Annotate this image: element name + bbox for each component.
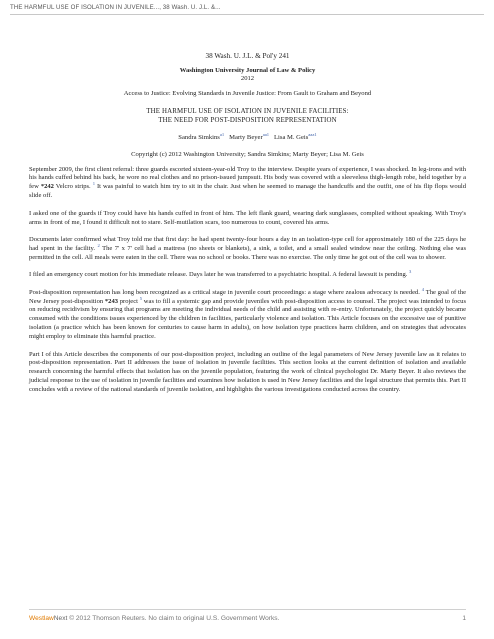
paragraph-text: was to fill a systemic gap and provide juveniles with post-disposition access to counsel. The project was intended to focus on reducing recidivism by ensuring that programs are meeting the individual needs of the child and assisting with re-entry. Unfortunately, the project quickly became consumed with the conditions issues experienced by the children in facilities, particularly violence and isolation. This Article focuses on the excessive use of punitive isolation (a practice which has been known for centuries to cause harm in adults), on how isolation type practices harm children, and on strategies that advocates might employ to eliminate this harmful practice. xyxy=(29,297,466,341)
paragraph-text: The 7' x 7' cell had a mattress (no sheets or blankets), a sink, a toilet, and a small sealed window near the ceiling. Nothing else was permitted in the cell. All meals were eaten in the cell. There was no school or books. There was no exercise. The only time he got out of the cell was to shower. xyxy=(29,244,466,261)
paragraph-text: I filed an emergency court motion for his immediate release. Days later he was transferred to a psychiatric hospital. A federal lawsuit is pending. xyxy=(29,271,408,279)
next-logo-text: Next xyxy=(53,615,68,622)
paragraph-text: project xyxy=(117,297,138,305)
paragraph-text: It was painful to watch him try to sit in the chair. Just when he seemed to manage the handcuffs and the outfit, one of his flip flops would slide off. xyxy=(29,183,467,200)
footnote-link[interactable]: 3 xyxy=(409,269,412,275)
author-list xyxy=(29,131,466,143)
copyright-notice: Copyright (c) 2012 Washington University; Sandra Simkins; Marty Beyer; Lisa M. Geis xyxy=(131,150,364,158)
author-footnote-link[interactable]: aaa1 xyxy=(308,131,317,137)
page-number: 1 xyxy=(462,615,466,622)
journal-name: Washington University Journal of Law & Policy xyxy=(179,66,316,74)
footnote-link[interactable]: 5 xyxy=(139,295,143,301)
paragraph-text: Velcro strips. xyxy=(53,183,91,191)
footnote-link[interactable]: 4 xyxy=(421,286,425,292)
paragraph-text: Documents later confirmed what Troy told me that first day: he had spent twenty-four hours a day in an isolation-type cell for approximately 180 of the 225 days he had spent in the facility. xyxy=(29,235,466,252)
paragraph-text: September 2009, the first client referral: three guards escorted sixteen-year-old Troy to the interview. Despite years of experience, I was shocked. In leg-irons and with his hands cuffed behind his back, he wore no real clothes and no prison-issued jumpsuit. His body was covered with a sleeveless thigh-length robe, held together by a few xyxy=(29,165,466,191)
article-title xyxy=(29,107,466,126)
page-footer xyxy=(29,615,466,622)
header-divider xyxy=(10,14,484,15)
symposium-title: Access to Justice: Evolving Standards in Juvenile Justice: From Gault to Graham and Beyond xyxy=(123,89,372,97)
author-footnote-link[interactable]: a1 xyxy=(219,131,225,137)
paragraph: Part I of this Article describes the components of our post-disposition project, including an outline of the legal parameters of New Jersey juvenile law as it relates to post-disposition representation. Part II addresses the issue of isolation in juvenile facilities. This section looks at the current definition of isolation and available research concerning the harmful effects that isolation has on the juvenile population, featuring the work of clinical psychologist Dr. Marty Beyer. It also reviews the judicial response to the use of isolation in juvenile facilities and examines how isolation is used in New Jersey facilities and the legal structure that permits this. Part II concludes with a review of the national standards of juvenile isolation, and highlights the various investigations conducted across the country. xyxy=(29,350,466,394)
copyright-footer: © 2012 Thomson Reuters. No claim to original U.S. Government Works. xyxy=(67,615,280,622)
paragraph-text: Post-disposition representation has long been recognized as a critical stage in juvenile court proceedings: a stage where zealous advocacy is needed. xyxy=(29,288,420,296)
paragraph xyxy=(29,166,466,202)
footnote-link[interactable]: 1 xyxy=(92,181,95,187)
author-name: Sandra Simkins xyxy=(178,133,220,141)
citation: 38 Wash. U. J.L. & Pol'y 241 xyxy=(205,52,290,60)
author-footnote-link[interactable]: aa1 xyxy=(262,131,270,137)
paragraph: I asked one of the guards if Troy could have his hands cuffed in front of him. The left flank guard, wearing dark sunglasses, complied without speaking. With Troy's arms in front of me, I found it difficult not to stare. Self-mutilation scars, too numerous to count, covered his arms. xyxy=(29,209,466,226)
author-name: Lisa M. Geis xyxy=(274,133,309,141)
star-page-marker: *242 xyxy=(40,183,54,191)
paragraph xyxy=(29,271,466,280)
paragraph xyxy=(29,286,466,342)
article-title-line-2: THE NEED FOR POST-DISPOSITION REPRESENTATION xyxy=(158,117,337,125)
star-page-marker: *243 xyxy=(104,297,118,305)
running-header: THE HARMFUL USE OF ISOLATION IN JUVENILE..., 38 Wash. U. J.L. &... xyxy=(10,4,221,11)
publication-year: 2012 xyxy=(240,74,255,82)
footnote-link[interactable]: 2 xyxy=(97,242,100,248)
document-body xyxy=(29,52,466,404)
westlaw-logo-text: Westlaw xyxy=(29,615,54,622)
footer-divider xyxy=(29,609,466,610)
paragraph xyxy=(29,236,466,263)
article-title-line-1: THE HARMFUL USE OF ISOLATION IN JUVENILE FACILITIES: xyxy=(146,107,349,115)
paragraph-text: The goal of the New Jersey post-disposition xyxy=(29,288,466,305)
author-name: Marty Beyer xyxy=(229,133,263,141)
